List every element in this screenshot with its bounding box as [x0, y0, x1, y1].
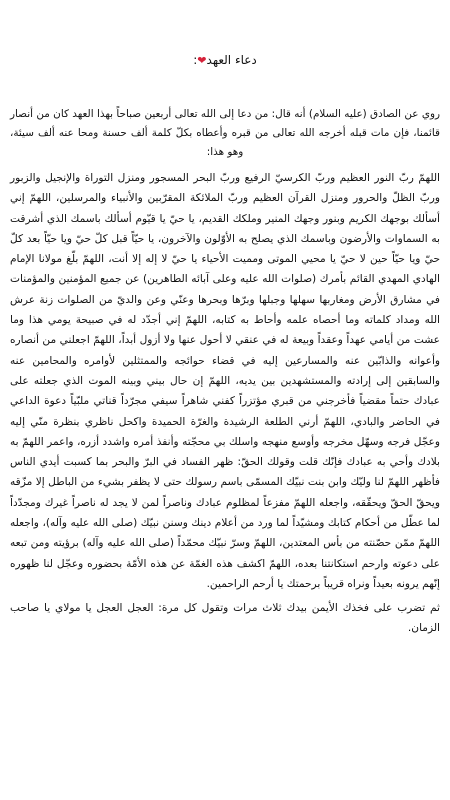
title-text: دعاء العهد: [206, 53, 257, 67]
dua-title: دعاء العهد❤:: [193, 53, 257, 67]
intro-paragraph: روي عن الصادق (عليه السلام) أنه قال: من دعا إلى الله تعالى أربعين صباحاً بهذا العهد كان من أنصار قائمنا، فإن مات قبله أخرجه الله تعالى من قبره وأعطاه بكلّ كلمة ألف حسنة ومحا عنه ألف سيئة، وهو هذا:: [10, 108, 440, 158]
dua-body: اللهمّ ربّ النور العظيم وربّ الكرسيّ الرفيع وربّ البحر المسجور ومنزل التوراة والإنجيل والزبور وربّ الظلّ والحرور ومنزل القرآن العظيم وربّ الملائكة المقرّبين والأنبياء والمرسلين، اللهمّ إني أسألك بوجهك الكريم وبنور وجهك المنير وملكك القديم، يا حيّ يا قيّوم أسألك باسمك الذي أشرقت به السماوات والأرضون وباسمك الذي يصلح به الأوّلون والآخرون، يا حيّاً قبل كلّ حيّ ويا حيّاً بعد كلّ حيّ ويا حيّاً حين لا حيّ يا محيي الموتى ومميت الأحياء يا حيّ لا إله إلا أنت، اللهمّ بلّغ مولانا الإمام الهادي المهدي القائم بأمرك (صلوات الله عليه وعلى آبائه الطاهرين) عن جميع المؤمنين والمؤمنات في مشارق الأرض ومغاربها سهلها وجبلها وبرّها وبحرها وعنّي وعن والديّ من الصلوات زنة عرش الله ومداد كلماته وما أحصاه علمه وأحاط به كتابه، اللهمّ إني أجدّد له في صبيحة يومي هذا وما عشت من أيامي عهداً وعقداً وبيعة له في عنقي لا أحول عنها ولا أزول أبداً، اللهمّ اجعلني من أنصاره وأعوانه والذابّين عنه والمسارعين إليه في قضاء حوائجه والممتثلين لأوامره والمحامين عنه والسابقين إلى إرادته والمستشهدين بين يديه، اللهمّ إن حال بيني وبينه الموت الذي جعلته على عبادك حتماً مقضياً فأخرجني من قبري مؤتزراً كفني شاهراً سيفي مجرّداً قناتي ملبّياً دعوة الداعي في الحاضر والبادي، اللهمّ أرني الطلعة الرشيدة والغرّة الحميدة واكحل ناظري بنظرة منّي إليه وعجّل فرجه وسهّل مخرجه وأوسع منهجه واسلك بي محجّته وأنفذ أمره واشدد أزره، واعمر اللهمّ به بلادك وأحي به عبادك فإنّك قلت وقولك الحقّ: ظهر الفساد في البرّ والبحر بما كسبت أيدي الناس فأظهر اللهمّ لنا وليّك وابن بنت نبيّك المسمّى باسم رسولك حتى لا يظفر بشيء من الباطل إلا مزّقه ويحقّ الحقّ ويحقّقه، واجعله اللهمّ مفزعاً لمظلوم عبادك وناصراً لمن لا يجد له ناصراً غيرك ومجدّداً لما عطّل من أحكام كتابك ومشيّداً لما ورد من أعلام دينك وسنن نبيّك (صلى الله عليه وآله)، واجعله اللهمّ ممّن حصّنته من بأس المعتدين، اللهمّ وسرّ نبيّك محمّداً (صلى الله عليه وآله) برؤيته ومن تبعه على دعوته وارحم استكانتنا بعده، اللهمّ اكشف هذه الغمّة عن هذه الأمّة بحضوره وعجّل لنا ظهوره إنّهم يرونه بعيداً ونراه قريباً برحمتك يا أرحم الراحمين.: [10, 172, 440, 590]
heart-icon: ❤: [197, 54, 207, 67]
closing-instruction: ثم تضرب على فخذك الأيمن بيدك ثلاث مرات وتقول كل مرة: العجل العجل يا مولاي يا صاحب الزمان.: [10, 602, 440, 635]
